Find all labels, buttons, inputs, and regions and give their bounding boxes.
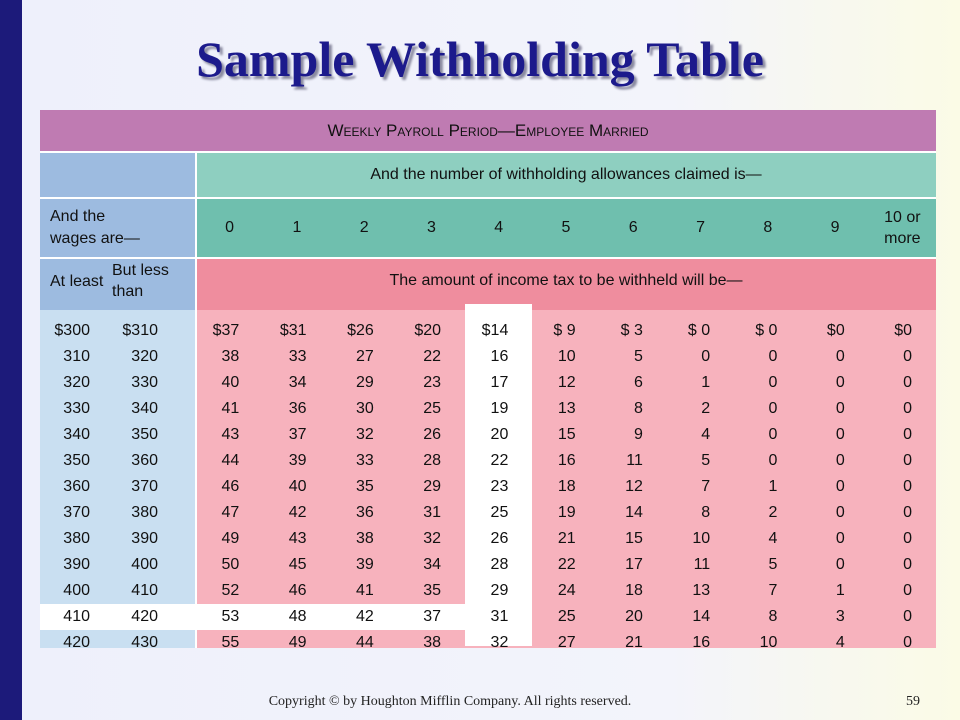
wage-at-least: 420: [63, 634, 90, 651]
table-divider: [40, 151, 936, 153]
tax-amount: 19: [557, 504, 576, 521]
tax-amount: 2: [701, 400, 711, 417]
tax-amount: 5: [701, 452, 711, 469]
tax-amount: 39: [288, 452, 307, 469]
tax-amount: 0: [768, 348, 778, 365]
tax-amount: 21: [557, 530, 576, 547]
tax-amount: $0: [894, 322, 912, 339]
tax-amount: 42: [356, 608, 374, 625]
tax-amount: 20: [625, 608, 643, 625]
tax-amount: 38: [356, 530, 374, 547]
tax-amount: 31: [423, 504, 442, 521]
table-divider: [40, 197, 936, 199]
left-accent-bar: [0, 0, 22, 720]
tax-amount: 4: [835, 634, 845, 651]
wage-at-least: 340: [63, 426, 90, 443]
tax-amount: 6: [633, 374, 643, 391]
tax-amount: 5: [768, 556, 778, 573]
tax-amount: 34: [423, 556, 442, 573]
tax-amount: 53: [221, 608, 240, 625]
tax-amount: $37: [212, 322, 240, 339]
tax-amount: 45: [288, 556, 307, 573]
tax-amount: 26: [490, 530, 509, 547]
tax-amount: 10: [692, 530, 711, 547]
tax-amount: 41: [221, 400, 240, 417]
wage-but-less: 330: [131, 374, 158, 391]
tax-amount: 37: [423, 608, 442, 625]
tax-amount: $31: [279, 322, 307, 339]
tax-amount: 29: [423, 478, 442, 495]
tax-amount: 23: [423, 374, 442, 391]
tax-amount: 13: [692, 582, 711, 599]
tax-amount: 18: [625, 582, 643, 599]
tax-amount: $ 3: [620, 322, 643, 339]
tax-amount: 46: [221, 478, 240, 495]
wage-at-least: $300: [54, 322, 90, 339]
tax-amount: 14: [625, 504, 643, 521]
tax-amount: 18: [557, 478, 576, 495]
tax-amount: 25: [423, 400, 442, 417]
tax-amount: 31: [490, 608, 509, 625]
tax-amount: $20: [414, 322, 442, 339]
tax-amount: 1: [768, 478, 778, 495]
tax-amount: 32: [490, 634, 509, 651]
slide-title: Sample Withholding Table: [196, 31, 764, 87]
tax-amount: 8: [633, 400, 643, 417]
tax-amount: 0: [835, 426, 845, 443]
tax-amount: 28: [423, 452, 442, 469]
tax-amount: 35: [356, 478, 374, 495]
wage-but-less: 430: [131, 634, 158, 651]
tax-amount: 0: [835, 478, 845, 495]
banner-title: Weekly Payroll Period—Employee Married: [327, 121, 649, 140]
tax-amount: 16: [557, 452, 576, 469]
tax-amount: 40: [288, 478, 307, 495]
tax-amount: 8: [701, 504, 711, 521]
wage-at-least: 320: [63, 374, 90, 391]
tax-amount: 4: [768, 530, 778, 547]
tax-amount: 0: [768, 426, 778, 443]
tax-amount: 4: [701, 426, 711, 443]
tax-amount: 0: [903, 478, 912, 495]
allowance-label: 0: [225, 219, 235, 236]
tax-amount: 15: [625, 530, 643, 547]
tax-amount: 0: [903, 452, 912, 469]
wage-but-less: 390: [131, 530, 158, 547]
tax-amount: 47: [221, 504, 240, 521]
tax-amount: 0: [835, 452, 845, 469]
tax-amount: 42: [288, 504, 307, 521]
tax-amount: 39: [356, 556, 374, 573]
tax-amount: 38: [221, 348, 240, 365]
tax-amount: 40: [221, 374, 240, 391]
wage-at-least: 400: [63, 582, 90, 599]
tax-amount: $ 9: [553, 322, 576, 339]
tax-amount: 49: [221, 530, 240, 547]
tax-amount: 0: [903, 530, 912, 547]
tax-amount: 0: [903, 582, 912, 599]
wage-but-less: 350: [131, 426, 158, 443]
tax-amount: 37: [288, 426, 307, 443]
tax-amount: $26: [347, 322, 374, 339]
tax-amount: 12: [557, 374, 576, 391]
tax-amount: 19: [490, 400, 509, 417]
tax-amount: 46: [288, 582, 307, 599]
tax-amount: 8: [768, 608, 778, 625]
allowance-label: 6: [628, 219, 638, 236]
wage-at-least: 330: [63, 400, 90, 417]
tax-amount: 32: [356, 426, 374, 443]
tax-amount: 0: [835, 348, 845, 365]
tax-amount: 55: [221, 634, 240, 651]
tax-amount: 43: [221, 426, 240, 443]
tax-amount: 44: [221, 452, 240, 469]
tax-amount: 11: [693, 556, 711, 573]
allowances-header: And the number of withholding allowances claimed is—: [370, 166, 762, 183]
tax-amount: 0: [835, 400, 845, 417]
tax-amount: $14: [481, 322, 509, 339]
tax-amount: $ 0: [755, 322, 778, 339]
tax-amount: 7: [768, 582, 778, 599]
table-divider: [40, 257, 936, 259]
tax-amount: 25: [490, 504, 509, 521]
tax-amount: 17: [625, 556, 643, 573]
wage-but-less: 370: [131, 478, 158, 495]
tax-amount: 22: [423, 348, 442, 365]
tax-amount: 23: [490, 478, 509, 495]
tax-amount: 0: [903, 556, 912, 573]
at-least-header: At least: [50, 272, 104, 290]
tax-amount: 22: [490, 452, 509, 469]
wage-but-less: $310: [122, 322, 158, 339]
tax-amount: 0: [835, 530, 845, 547]
tax-amount: 0: [903, 608, 912, 625]
tax-amount: 16: [490, 348, 509, 365]
tax-amount: 41: [356, 582, 374, 599]
tax-amount: 0: [835, 504, 845, 521]
tax-amount: 28: [490, 556, 509, 573]
tax-amount: 17: [490, 374, 509, 391]
tax-amount: 0: [903, 374, 912, 391]
tax-amount: 0: [835, 556, 845, 573]
tax-amount: 16: [692, 634, 711, 651]
tax-amount: 33: [288, 348, 307, 365]
tax-amount: 0: [768, 452, 778, 469]
tax-amount: 36: [356, 504, 374, 521]
tax-amount: $ 0: [687, 322, 711, 339]
allowance-label: 5: [561, 219, 571, 236]
tax-amount: 32: [423, 530, 442, 547]
tax-amount: 29: [356, 374, 374, 391]
tax-amount: 21: [625, 634, 643, 651]
wage-at-least: 410: [63, 608, 90, 625]
wage-at-least: 360: [63, 478, 90, 495]
but-less-header: But less than: [112, 262, 169, 300]
amount-header: The amount of income tax to be withheld will be—: [389, 272, 743, 289]
allowance-label: 7: [696, 219, 705, 236]
tax-amount: 13: [557, 400, 576, 417]
tax-amount: 1: [701, 374, 711, 391]
tax-amount: 22: [557, 556, 576, 573]
wage-but-less: 360: [131, 452, 158, 469]
tax-amount: 26: [423, 426, 442, 443]
tax-amount: 50: [221, 556, 240, 573]
tax-amount: 10: [759, 634, 778, 651]
tax-amount: 49: [288, 634, 307, 651]
tax-amount: 0: [903, 348, 912, 365]
tax-amount: 0: [768, 400, 778, 417]
wages-header: And the wages are—: [50, 208, 140, 247]
tax-amount: 7: [701, 478, 711, 495]
tax-amount: 27: [356, 348, 374, 365]
wage-but-less: 400: [131, 556, 158, 573]
tax-amount: 35: [423, 582, 442, 599]
tax-amount: 27: [557, 634, 576, 651]
tax-amount: 24: [557, 582, 576, 599]
tax-amount: 44: [356, 634, 374, 651]
copyright-notice: Copyright © by Houghton Mifflin Company. All rights reserved.: [268, 694, 632, 709]
tax-amount: 5: [633, 348, 643, 365]
tax-amount: 25: [557, 608, 576, 625]
allowance-label: 10 or more: [884, 209, 921, 247]
tax-amount: 3: [835, 608, 845, 625]
tax-amount: 12: [625, 478, 643, 495]
allowance-label: 3: [426, 219, 436, 236]
wage-but-less: 380: [131, 504, 158, 521]
tax-amount: 33: [356, 452, 374, 469]
tax-amount: 48: [288, 608, 307, 625]
tax-amount: 9: [633, 426, 643, 443]
allowance-label: 9: [830, 219, 840, 236]
allowance-label: 2: [359, 219, 369, 236]
withholding-table: [40, 110, 936, 651]
wage-at-least: 390: [63, 556, 90, 573]
tax-amount: 0: [903, 400, 912, 417]
tax-amount: 14: [692, 608, 711, 625]
tax-amount: 36: [288, 400, 307, 417]
wage-at-least: 350: [63, 452, 90, 469]
wage-at-least: 310: [63, 348, 90, 365]
tax-amount: $0: [826, 322, 845, 339]
tax-amount: 2: [768, 504, 778, 521]
wage-at-least: 370: [63, 504, 90, 521]
wage-but-less: 340: [131, 400, 158, 417]
tax-amount: 10: [557, 348, 576, 365]
tax-amount: 43: [288, 530, 307, 547]
wage-at-least: 380: [63, 530, 90, 547]
tax-amount: 0: [835, 374, 845, 391]
allowance-label: 8: [763, 219, 773, 236]
tax-amount: 38: [423, 634, 442, 651]
allowance-label: 4: [494, 219, 504, 236]
wage-but-less: 420: [131, 608, 158, 625]
tax-amount: 52: [221, 582, 240, 599]
tax-amount: 15: [557, 426, 576, 443]
tax-amount: 1: [835, 582, 845, 599]
tax-amount: 11: [626, 452, 643, 469]
tax-amount: 0: [701, 348, 711, 365]
tax-amount: 29: [490, 582, 509, 599]
wage-but-less: 320: [131, 348, 158, 365]
tax-amount: 34: [288, 374, 307, 391]
wage-but-less: 410: [131, 582, 158, 599]
tax-amount: 0: [903, 634, 912, 651]
page-number: 59: [906, 694, 920, 709]
tax-amount: 0: [768, 374, 778, 391]
tax-amount: 30: [356, 400, 374, 417]
tax-amount: 0: [903, 504, 912, 521]
tax-amount: 20: [490, 426, 509, 443]
tax-amount: 0: [903, 426, 912, 443]
allowance-label: 1: [292, 219, 302, 236]
